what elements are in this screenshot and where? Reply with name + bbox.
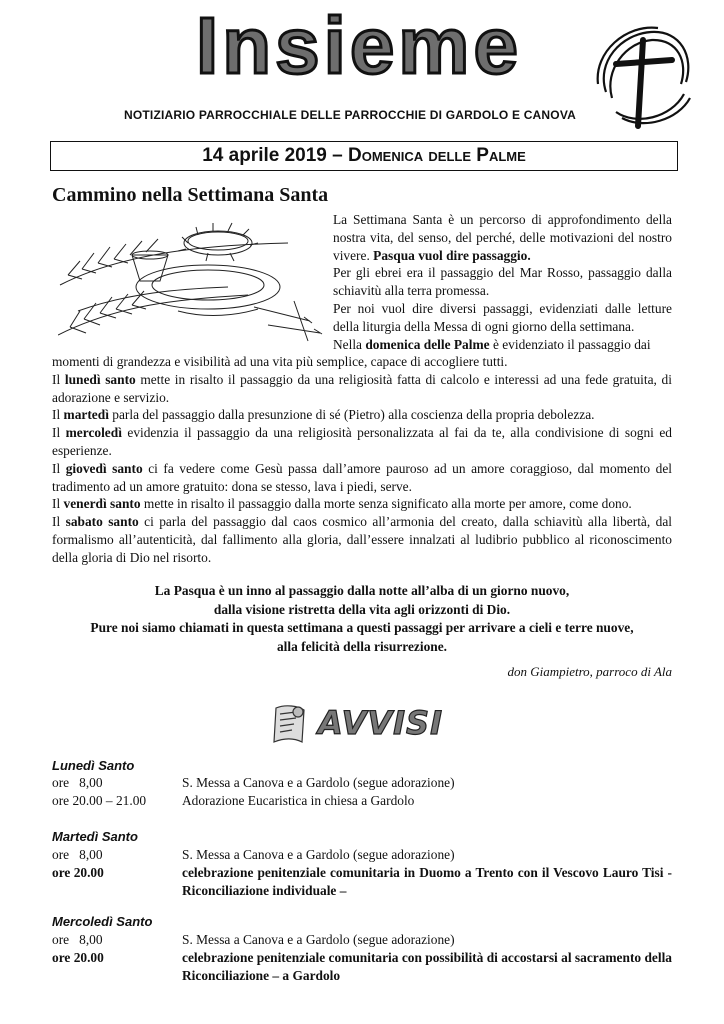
text-run: Il bbox=[52, 514, 61, 530]
text-run: Il bbox=[52, 371, 61, 387]
schedule-time: ore 8,00 bbox=[52, 775, 103, 790]
schedule-description: celebrazione penitenziale comunitaria con possibilità di accostarsi al sacramento della Riconciliazione – a Gardolo bbox=[182, 950, 672, 983]
text-run: mette in risalto il passaggio dalla morte senza significato alla morte per amore, come dono. bbox=[143, 496, 632, 512]
feast-name: Domenica delle Palme bbox=[348, 145, 526, 166]
paragraph bbox=[333, 211, 672, 264]
schedule-time: ore 20.00 – 21.00 bbox=[52, 793, 147, 808]
schedule-row bbox=[52, 774, 672, 792]
text-run: Il bbox=[52, 460, 61, 476]
text-run-bold: giovedì santo bbox=[65, 460, 143, 476]
article-title: Cammino nella Settimana Santa bbox=[52, 184, 329, 206]
schedule-row bbox=[52, 931, 672, 949]
date-banner bbox=[50, 141, 678, 171]
text-run: Il bbox=[52, 496, 61, 512]
text-run: evidenzia il passaggio da una religiosità personalizzata al fai da te, alla condivisione di sogni ed esperienze. bbox=[52, 425, 672, 458]
schedule-description: S. Messa a Canova e a Gardolo (segue adorazione) bbox=[182, 847, 455, 862]
paragraph bbox=[52, 406, 672, 424]
schedule-time: ore 8,00 bbox=[52, 932, 103, 947]
text-run: ci fa vedere come Gesù passa dall’amore pauroso ad un amore coraggioso, dal momento del tradimento ad un amore gratuito: dona se stesso, lava i piedi, serve. bbox=[52, 460, 672, 494]
paragraph: Per gli ebrei era il passaggio del Mar Rosso, passaggio dalla schiavitù alla terra promessa. bbox=[333, 265, 672, 299]
paragraph bbox=[52, 495, 672, 513]
text-run: mette in risalto il passaggio da una religiosità fatta di calcolo e interessi ad una fede gratuita, di adorazione e servizio. bbox=[52, 371, 672, 405]
article-body bbox=[52, 353, 672, 567]
text-run: ci parla del passaggio dal caos cosmico all’armonia del creato, dalla schiavitù alla libertà, dal formalismo all’autenticità, dal fallimento alla gloria, dall’essere innalzati al ludibrio pubblico al riconoscimento della gloria di Dio nel risorto. bbox=[52, 514, 672, 565]
schedule-day-heading: Mercoledì Santo bbox=[52, 914, 153, 929]
closing-line: La Pasqua è un inno al passaggio dalla notte all’alba di un giorno nuovo, bbox=[154, 583, 570, 598]
schedule-row bbox=[52, 846, 672, 864]
paragraph bbox=[52, 424, 672, 460]
text-run-bold: venerdì santo bbox=[63, 496, 141, 512]
text-run-bold: sabato santo bbox=[65, 514, 139, 530]
text-run: Il bbox=[52, 425, 61, 441]
author-signature: don Giampietro, parroco di Ala bbox=[507, 664, 672, 679]
closing-line: dalla visione ristretta della vita agli orizzonti di Dio. bbox=[213, 601, 511, 617]
paragraph bbox=[52, 371, 672, 407]
text-run: Nella bbox=[333, 336, 362, 352]
cross-logo-icon bbox=[586, 22, 696, 132]
text-run-bold: mercoledì bbox=[65, 425, 122, 441]
closing-line: Pure noi siamo chiamati in questa settimana a questi passaggi per arrivare a cieli e terre nuove, bbox=[90, 620, 634, 635]
text-run-bold: domenica delle Palme bbox=[365, 336, 490, 352]
schedule-time: ore 20.00 bbox=[52, 865, 104, 880]
schedule-description: celebrazione penitenziale comunitaria in Duomo a Trento con il Vescovo Lauro Tisi - Riconciliazione individuale – bbox=[182, 865, 672, 898]
schedule-day-heading: Lunedì Santo bbox=[52, 758, 135, 773]
schedule-description: S. Messa a Canova e a Gardolo (segue adorazione) bbox=[182, 932, 455, 947]
schedule-time: ore 20.00 bbox=[52, 950, 104, 965]
schedule-day-heading: Martedì Santo bbox=[52, 829, 138, 844]
newsletter-title: Insieme bbox=[196, 1, 522, 90]
schedule-time: ore 8,00 bbox=[52, 847, 103, 862]
schedule-description: S. Messa a Canova e a Gardolo (segue adorazione) bbox=[182, 775, 455, 790]
avvisi-heading: AVVISI bbox=[318, 704, 443, 742]
article-intro-column bbox=[333, 211, 672, 353]
paragraph bbox=[52, 513, 672, 566]
masthead bbox=[0, 0, 724, 130]
text-run: La Settimana Santa è un percorso di approfondimento della nostra vita, del senso, del perché, delle motivazioni del nostro vivere. bbox=[333, 212, 672, 263]
text-run: Il bbox=[52, 407, 61, 423]
issue-date: 14 aprile 2019 – bbox=[202, 145, 343, 166]
schedule-row bbox=[52, 864, 672, 900]
text-run-bold: lunedì santo bbox=[64, 371, 136, 387]
text-run: parla del passaggio dalla presunzione di sé (Pietro) alla coscienza della propria debolezza. bbox=[112, 407, 595, 423]
paragraph: momenti di grandezza e visibilità ad una vita più semplice, capace di accogliere tutti. bbox=[52, 354, 508, 369]
closing-verse bbox=[52, 582, 672, 656]
schedule-row bbox=[52, 949, 672, 985]
schedule-description: Adorazione Eucaristica in chiesa a Gardolo bbox=[182, 793, 415, 808]
text-run: è evidenziato il passaggio dai bbox=[492, 336, 651, 352]
paragraph bbox=[52, 460, 672, 496]
text-run-bold: martedì bbox=[63, 407, 109, 423]
paragraph bbox=[333, 336, 672, 354]
palm-crown-illustration bbox=[58, 215, 326, 351]
schedule-row bbox=[52, 792, 672, 810]
closing-line: alla felicità della risurrezione. bbox=[276, 638, 448, 654]
newsletter-subtitle: NOTIZIARIO PARROCCHIALE DELLE PARROCCHIE DI GARDOLO E CANOVA bbox=[124, 108, 577, 122]
paragraph: Per noi vuol dire diversi passaggi, evidenziati dalle letture della liturgia della Messa di ogni giorno della settimana. bbox=[333, 300, 672, 334]
text-run-bold: Pasqua vuol dire passaggio. bbox=[373, 247, 531, 263]
